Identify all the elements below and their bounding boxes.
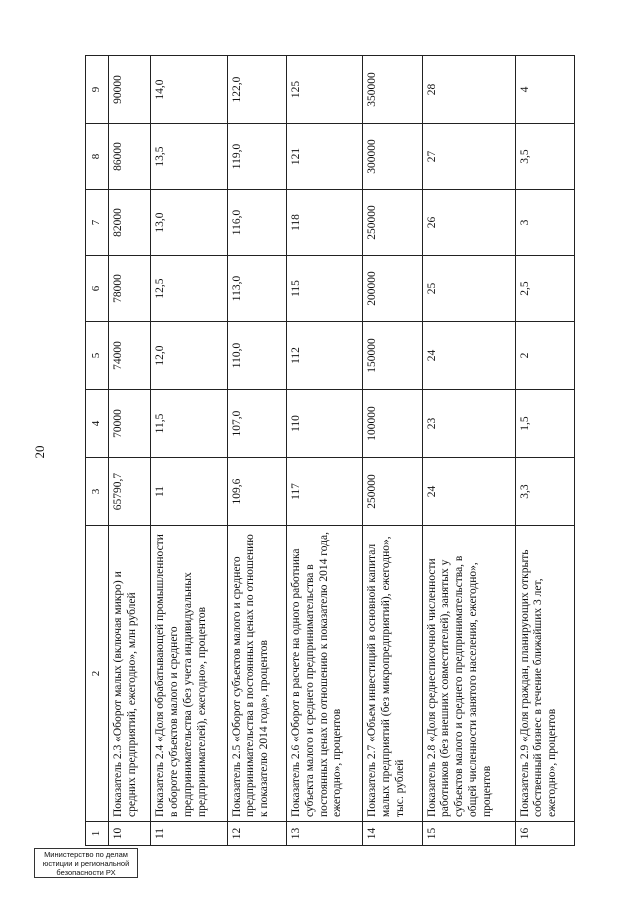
value-cell: 100000	[363, 390, 422, 458]
value-cell: 117	[286, 458, 362, 526]
header-cell: 3	[86, 458, 109, 526]
row-index: 16	[515, 822, 574, 846]
header-cell: 2	[86, 526, 109, 822]
value-cell: 24	[422, 458, 515, 526]
row-description: Показатель 2.9 «Доля граждан, планирующих открыть собственный бизнес в течение ближайших 3 лет, ежегодно», процентов	[515, 526, 574, 822]
value-cell: 122,0	[227, 56, 286, 124]
value-cell: 3,5	[515, 124, 574, 190]
table-row	[227, 56, 286, 846]
header-cell: 5	[86, 322, 109, 390]
row-description: Показатель 2.5 «Оборот субъектов малого и среднего предпринимательства в постоянных ценах по отношению к показателю 2014 года», процентов	[227, 526, 286, 822]
header-cell: 9	[86, 56, 109, 124]
value-cell: 25	[422, 256, 515, 322]
value-cell: 3	[515, 190, 574, 256]
header-cell: 6	[86, 256, 109, 322]
value-cell: 74000	[109, 322, 151, 390]
value-cell: 3,3	[515, 458, 574, 526]
table-row	[363, 56, 422, 846]
value-cell: 13,0	[151, 190, 227, 256]
row-description: Показатель 2.8 «Доля среднесписочной численности работников (без внешних совместителей), занятых у субъектов малого и среднего предпринимательства, в общей численности занятого населения, ежегодно», процентов	[422, 526, 515, 822]
row-description: Показатель 2.7 «Объем инвестиций в основной капитал малых предприятий (без микропредприятий), ежегодно», тыс. рублей	[363, 526, 422, 822]
value-cell: 14,0	[151, 56, 227, 124]
value-cell: 4	[515, 56, 574, 124]
row-index: 12	[227, 822, 286, 846]
row-index: 11	[151, 822, 227, 846]
stamp-line: Министерство по делам	[44, 849, 128, 859]
value-cell: 200000	[363, 256, 422, 322]
value-cell: 12,5	[151, 256, 227, 322]
value-cell: 11	[151, 458, 227, 526]
ministry-stamp	[34, 848, 138, 878]
indicator-table-wrapper	[85, 56, 575, 846]
value-cell: 118	[286, 190, 362, 256]
value-cell: 23	[422, 390, 515, 458]
row-description: Показатель 2.6 «Оборот в расчете на одного работника субъекта малого и среднего предпринимательства в постоянных ценах по отношению к показателю 2014 года, ежегодно», процентов	[286, 526, 362, 822]
page-number: 20	[32, 445, 47, 459]
row-description: Показатель 2.3 «Оборот малых (включая микро) и средних предприятий, ежегодно», млн рублей	[109, 526, 151, 822]
value-cell: 2	[515, 322, 574, 390]
value-cell: 26	[422, 190, 515, 256]
row-index: 14	[363, 822, 422, 846]
table-row	[151, 56, 227, 846]
value-cell: 300000	[363, 124, 422, 190]
value-cell: 115	[286, 256, 362, 322]
value-cell: 28	[422, 56, 515, 124]
table-row	[422, 56, 515, 846]
table-row	[109, 56, 151, 846]
header-cell: 8	[86, 124, 109, 190]
value-cell: 112	[286, 322, 362, 390]
value-cell: 90000	[109, 56, 151, 124]
table-row	[515, 56, 574, 846]
stamp-line: безопасности РХ	[56, 867, 116, 877]
row-description: Показатель 2.4 «Доля обрабатывающей промышленности в обороте субъектов малого и среднего предпринимательства (без учета индивидуальных предпринимателей), ежегодно», процентов	[151, 526, 227, 822]
value-cell: 116,0	[227, 190, 286, 256]
indicator-table	[85, 55, 575, 846]
value-cell: 11,5	[151, 390, 227, 458]
value-cell: 78000	[109, 256, 151, 322]
value-cell: 24	[422, 322, 515, 390]
value-cell: 250000	[363, 458, 422, 526]
row-index: 15	[422, 822, 515, 846]
header-cell: 7	[86, 190, 109, 256]
value-cell: 125	[286, 56, 362, 124]
stamp-line: юстиции и региональной	[42, 858, 130, 868]
value-cell: 250000	[363, 190, 422, 256]
value-cell: 150000	[363, 322, 422, 390]
header-cell: 1	[86, 822, 109, 846]
table-row	[286, 56, 362, 846]
value-cell: 82000	[109, 190, 151, 256]
value-cell: 109,6	[227, 458, 286, 526]
header-cell: 4	[86, 390, 109, 458]
value-cell: 12,0	[151, 322, 227, 390]
value-cell: 350000	[363, 56, 422, 124]
value-cell: 2,5	[515, 256, 574, 322]
value-cell: 13,5	[151, 124, 227, 190]
row-index: 10	[109, 822, 151, 846]
value-cell: 110,0	[227, 322, 286, 390]
value-cell: 1,5	[515, 390, 574, 458]
value-cell: 113,0	[227, 256, 286, 322]
value-cell: 27	[422, 124, 515, 190]
header-row	[86, 56, 109, 846]
value-cell: 107,0	[227, 390, 286, 458]
row-index: 13	[286, 822, 362, 846]
value-cell: 110	[286, 390, 362, 458]
value-cell: 121	[286, 124, 362, 190]
value-cell: 86000	[109, 124, 151, 190]
value-cell: 119,0	[227, 124, 286, 190]
value-cell: 65790,7	[109, 458, 151, 526]
value-cell: 70000	[109, 390, 151, 458]
